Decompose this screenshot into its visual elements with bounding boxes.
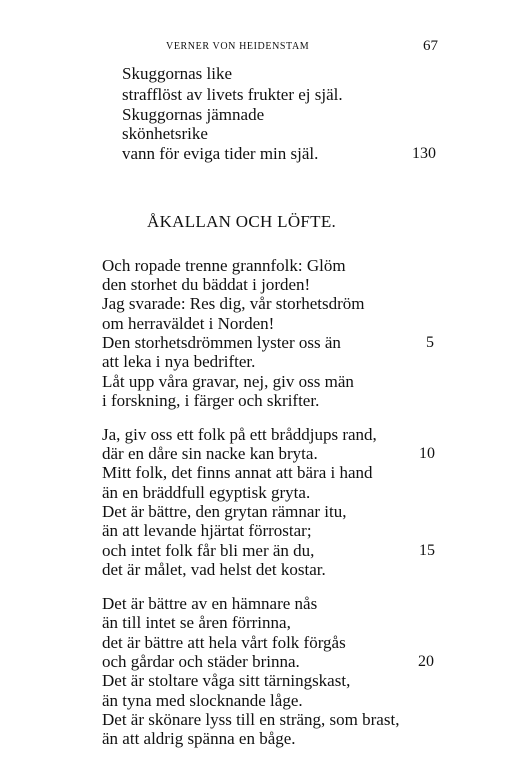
poem-line: Ja, giv oss ett folk på ett bråddjups rand,: [102, 425, 377, 444]
poem-line: det är målet, vad helst det kostar.: [102, 560, 326, 579]
line-number: 10: [419, 445, 435, 462]
line-number: 15: [419, 542, 435, 559]
poem-line: och gårdar och städer brinna.: [102, 652, 300, 671]
poem-line: Skuggornas jämnade: [122, 105, 265, 124]
poem-line: Skuggornas like: [122, 64, 233, 83]
poem-title: ÅKALLAN OCH LÖFTE.: [147, 212, 337, 231]
poem-line: Den storhetsdrömmen lyster oss än: [102, 333, 341, 352]
poem-line: Mitt folk, det finns annat att bära i hand: [102, 463, 373, 482]
poem-line: Det är stoltare våga sitt tärningskast,: [102, 671, 351, 690]
poem-line: där en dåre sin nacke kan bryta.: [102, 444, 318, 463]
poem-line: den storhet du bäddat i jorden!: [102, 275, 311, 294]
line-number: 130: [412, 145, 436, 162]
poem-line: än till intet se åren förrinna,: [102, 613, 291, 632]
poem-line: Låt upp våra gravar, nej, giv oss män: [102, 372, 354, 391]
poem-line: än tyna med slocknande låge.: [102, 691, 303, 710]
line-number: 20: [418, 653, 434, 670]
poem-line: att leka i nya bedrifter.: [102, 352, 256, 371]
poem-line: Det är skönare lyss till en sträng, som brast,: [102, 710, 400, 729]
poem-line: strafflöst av livets frukter ej själ.: [122, 85, 343, 104]
poem-line: Och ropade trenne grannfolk: Glöm: [102, 256, 346, 275]
poem-line: skönhetsrike: [122, 124, 208, 143]
poem-line: och intet folk får bli mer än du,: [102, 541, 315, 560]
poem-line: i forskning, i färger och skrifter.: [102, 391, 320, 410]
poem-line: än att aldrig spänna en båge.: [102, 729, 296, 748]
poem-line: om herraväldet i Norden!: [102, 314, 275, 333]
running-head: VERNER VON HEIDENSTAM: [166, 41, 310, 52]
poem-line: Jag svarade: Res dig, vår storhetsdröm: [102, 294, 365, 313]
poem-line: Det är bättre av en hämnare nås: [102, 594, 318, 613]
poem-line: än att levande hjärtat förrostar;: [102, 521, 312, 540]
line-number: 5: [426, 334, 434, 351]
poem-line: Det är bättre, den grytan rämnar itu,: [102, 502, 347, 521]
poem-line: det är bättre att hela vårt folk förgås: [102, 633, 346, 652]
poem-line: än en bräddfull egyptisk gryta.: [102, 483, 311, 502]
page-number: 67: [423, 38, 438, 54]
poem-line: vann för eviga tider min själ.: [122, 144, 319, 163]
